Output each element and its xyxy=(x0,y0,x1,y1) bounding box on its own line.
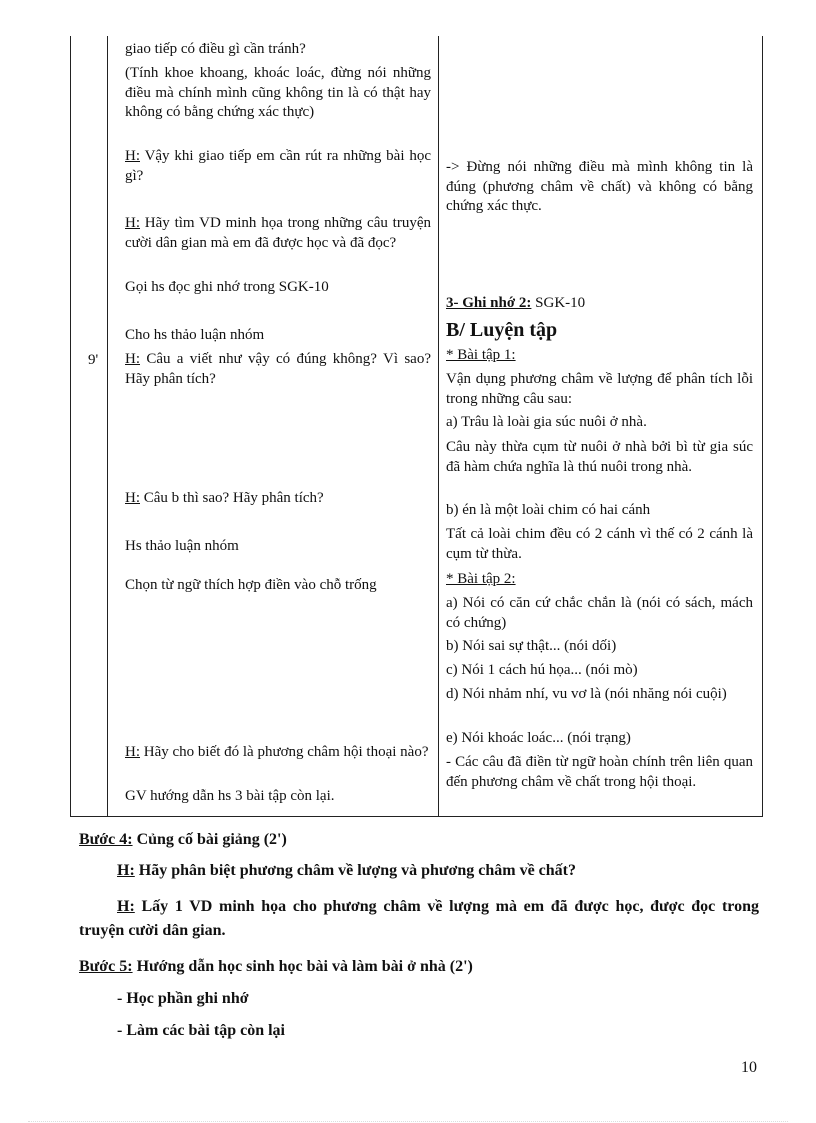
content-text: a) Trâu là loài gia súc nuôi ở nhà. xyxy=(446,414,647,430)
content-text: -> Đừng nói những điều mà mình không tin là đúng (phương châm về chất) và không có bằng chứng xác thực. xyxy=(446,159,753,214)
question-label: H: xyxy=(125,148,140,164)
step-label: Bước 5: xyxy=(79,958,133,975)
question-label: H: xyxy=(125,215,140,231)
page-number: 10 xyxy=(741,1059,757,1076)
memory-note-label: 3- Ghi nhớ 2: xyxy=(446,295,532,311)
question-label: H: xyxy=(125,351,140,367)
memory-note-text: SGK-10 xyxy=(531,295,586,311)
lesson-table xyxy=(70,36,763,817)
time-cell: 9' xyxy=(88,352,99,368)
question-label: H: xyxy=(117,862,135,879)
teacher-activity-text: Chọn từ ngữ thích hợp điền vào chỗ trống xyxy=(125,577,377,593)
content-text: Vận dụng phương châm về lượng để phân tích lỗi trong những câu sau: xyxy=(446,371,753,407)
question-text: Câu a viết như vậy có đúng không? Vì sao? Hãy phân tích? xyxy=(125,351,431,387)
teacher-question xyxy=(125,743,431,763)
homework-item: - Làm các bài tập còn lại xyxy=(117,1022,285,1039)
teacher-question xyxy=(125,489,431,509)
teacher-activity-text: GV hướng dẫn hs 3 bài tập còn lại. xyxy=(125,788,335,804)
content-text: Tất cả loài chim đều có 2 cánh vì thế có 2 cánh là cụm từ thừa. xyxy=(446,526,753,562)
content-text: a) Nói có căn cứ chắc chắn là (nói có sách, mách có chứng) xyxy=(446,595,753,631)
content-text: b) én là một loài chim có hai cánh xyxy=(446,502,651,518)
content-text: Câu này thừa cụm từ nuôi ở nhà bởi bì từ gia súc đã hàm chứa nghĩa là thú nuôi trong nhà. xyxy=(446,439,753,475)
memory-note xyxy=(446,294,753,314)
section-heading: B/ Luyện tập xyxy=(446,319,558,341)
question-text: Hãy cho biết đó là phương châm hội thoại nào? xyxy=(140,744,429,760)
step-5-heading xyxy=(79,957,759,977)
step-text: Củng cố bài giảng (2') xyxy=(132,831,287,848)
question-label: H: xyxy=(125,744,140,760)
question-text: Câu b thì sao? Hãy phân tích? xyxy=(140,490,324,506)
teacher-question xyxy=(125,214,431,253)
column-divider-content xyxy=(438,36,439,816)
exercise-2-label: * Bài tập 2: xyxy=(446,571,516,587)
content-text: b) Nói sai sự thật... (nói dối) xyxy=(446,638,617,654)
teacher-question xyxy=(125,147,431,186)
step-4-heading xyxy=(79,830,759,850)
content-text: c) Nói 1 cách hú họa... (nói mò) xyxy=(446,662,638,678)
step-text: Hướng dẫn học sinh học bài và làm bài ở nhà (2') xyxy=(132,958,473,975)
column-divider-time xyxy=(107,36,108,816)
exercise-1-label: * Bài tập 1: xyxy=(446,347,516,363)
content-text: d) Nói nhảm nhí, vu vơ là (nói nhăng nói cuội) xyxy=(446,686,727,702)
review-question xyxy=(79,895,759,943)
footer-rule xyxy=(28,1121,788,1122)
homework-item: - Học phần ghi nhớ xyxy=(117,990,249,1007)
question-label: H: xyxy=(117,898,135,915)
content-text: - Các câu đã điền từ ngữ hoàn chính trên liên quan đến phương châm về chất trong hội thoại. xyxy=(446,754,753,790)
review-question xyxy=(79,861,759,881)
teacher-activity-text: Hs thảo luận nhóm xyxy=(125,538,239,554)
content-text: e) Nói khoác loác... (nói trạng) xyxy=(446,730,631,746)
step-label: Bước 4: xyxy=(79,831,133,848)
teacher-activity-text: giao tiếp có điều gì cần tránh? xyxy=(125,41,306,57)
teacher-question xyxy=(125,350,431,389)
teacher-activity-text: Gọi hs đọc ghi nhớ trong SGK-10 xyxy=(125,279,329,295)
question-text: Hãy tìm VD minh họa trong những câu truyện cười dân gian mà em đã được học và đã đọc? xyxy=(125,215,431,251)
question-text: Vậy khi giao tiếp em cần rút ra những bài học gì? xyxy=(125,148,431,184)
question-text: Lấy 1 VD minh họa cho phương châm về lượng mà em đã được học, được đọc trong truyện cười dân gian. xyxy=(79,898,759,939)
question-label: H: xyxy=(125,490,140,506)
question-text: Hãy phân biệt phương châm về lượng và phương châm về chất? xyxy=(134,862,576,879)
teacher-activity-text: Cho hs thảo luận nhóm xyxy=(125,327,265,343)
teacher-activity-text: (Tính khoe khoang, khoác loác, đừng nói những điều mà chính mình cũng không tin là có thật hay không có bằng chứng xác thực) xyxy=(125,65,431,120)
